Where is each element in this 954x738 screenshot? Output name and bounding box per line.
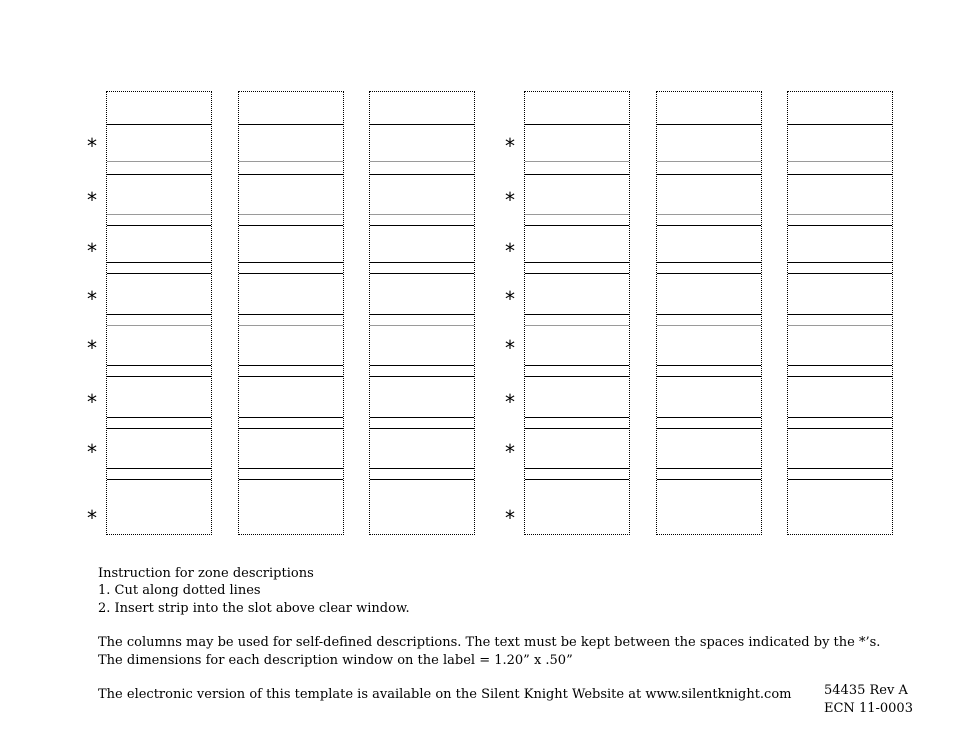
- cut-line: [370, 325, 474, 326]
- cut-line: [788, 417, 892, 418]
- cut-line: [657, 417, 761, 418]
- cut-line: [657, 428, 761, 429]
- window-marker: *: [505, 440, 515, 464]
- cut-line: [788, 225, 892, 226]
- cut-line: [107, 262, 211, 263]
- cut-line: [657, 325, 761, 326]
- cut-line: [788, 273, 892, 274]
- cut-line: [525, 174, 629, 175]
- cut-line: [239, 479, 343, 480]
- label-strip: [656, 91, 762, 535]
- window-marker: *: [505, 506, 515, 530]
- cut-line: [107, 365, 211, 366]
- cut-line: [370, 314, 474, 315]
- cut-line: [239, 314, 343, 315]
- cut-line: [525, 262, 629, 263]
- cut-line: [107, 314, 211, 315]
- cut-line: [107, 273, 211, 274]
- cut-line: [239, 161, 343, 162]
- label-strip: [369, 91, 475, 535]
- window-marker: *: [505, 390, 515, 414]
- usage-note: The columns may be used for self-defined descriptions. The text must be kept between the spaces indicated by the *’s.: [98, 635, 881, 650]
- cut-line: [370, 262, 474, 263]
- window-marker: *: [505, 239, 515, 263]
- cut-line: [657, 214, 761, 215]
- cut-line: [107, 479, 211, 480]
- cut-line: [525, 161, 629, 162]
- cut-line: [239, 325, 343, 326]
- cut-line: [239, 365, 343, 366]
- cut-line: [107, 214, 211, 215]
- cut-line: [107, 161, 211, 162]
- cut-line: [788, 314, 892, 315]
- cut-line: [239, 468, 343, 469]
- cut-line: [239, 273, 343, 274]
- cut-line: [525, 273, 629, 274]
- window-marker: *: [505, 188, 515, 212]
- cut-line: [788, 262, 892, 263]
- cut-line: [788, 174, 892, 175]
- cut-line: [370, 161, 474, 162]
- window-marker: *: [505, 336, 515, 360]
- cut-line: [370, 417, 474, 418]
- window-marker: *: [87, 287, 97, 311]
- cut-line: [788, 428, 892, 429]
- cut-line: [788, 325, 892, 326]
- window-marker: *: [505, 134, 515, 158]
- cut-line: [788, 161, 892, 162]
- cut-line: [657, 479, 761, 480]
- cut-line: [370, 479, 474, 480]
- window-marker: *: [87, 134, 97, 158]
- window-marker: *: [87, 336, 97, 360]
- cut-line: [239, 225, 343, 226]
- cut-line: [657, 314, 761, 315]
- cut-line: [788, 365, 892, 366]
- cut-line: [788, 479, 892, 480]
- cut-line: [657, 273, 761, 274]
- cut-line: [107, 376, 211, 377]
- cut-line: [525, 124, 629, 125]
- cut-line: [525, 428, 629, 429]
- cut-line: [657, 124, 761, 125]
- label-strip: [524, 91, 630, 535]
- instruction-step-1: 1. Cut along dotted lines: [98, 583, 261, 598]
- window-marker: *: [87, 239, 97, 263]
- cut-line: [657, 225, 761, 226]
- cut-line: [525, 325, 629, 326]
- cut-line: [657, 468, 761, 469]
- cut-line: [525, 225, 629, 226]
- cut-line: [788, 468, 892, 469]
- cut-line: [239, 214, 343, 215]
- ecn-number: ECN 11-0003: [824, 701, 913, 716]
- label-strip: [238, 91, 344, 535]
- cut-line: [107, 174, 211, 175]
- cut-line: [370, 214, 474, 215]
- dimensions-note: The dimensions for each description window on the label = 1.20” x .50”: [98, 653, 573, 668]
- cut-line: [370, 468, 474, 469]
- cut-line: [107, 225, 211, 226]
- cut-line: [370, 428, 474, 429]
- part-number: 54435 Rev A: [824, 683, 908, 698]
- window-marker: *: [87, 188, 97, 212]
- cut-line: [239, 417, 343, 418]
- cut-line: [107, 325, 211, 326]
- cut-line: [370, 174, 474, 175]
- cut-line: [525, 314, 629, 315]
- cut-line: [370, 376, 474, 377]
- cut-line: [657, 161, 761, 162]
- cut-line: [370, 365, 474, 366]
- cut-line: [370, 273, 474, 274]
- cut-line: [525, 365, 629, 366]
- window-marker: *: [505, 287, 515, 311]
- cut-line: [239, 376, 343, 377]
- label-strip: [787, 91, 893, 535]
- cut-line: [525, 417, 629, 418]
- cut-line: [107, 428, 211, 429]
- cut-line: [525, 468, 629, 469]
- cut-line: [525, 376, 629, 377]
- window-marker: *: [87, 440, 97, 464]
- cut-line: [370, 225, 474, 226]
- instructions-heading: Instruction for zone descriptions: [98, 566, 314, 581]
- cut-line: [239, 174, 343, 175]
- cut-line: [239, 262, 343, 263]
- window-marker: *: [87, 506, 97, 530]
- cut-line: [525, 214, 629, 215]
- window-marker: *: [87, 390, 97, 414]
- cut-line: [107, 468, 211, 469]
- instruction-step-2: 2. Insert strip into the slot above clear window.: [98, 601, 410, 616]
- label-strip: [106, 91, 212, 535]
- cut-line: [239, 428, 343, 429]
- cut-line: [239, 124, 343, 125]
- cut-line: [657, 262, 761, 263]
- website-note: The electronic version of this template is available on the Silent Knight Website at www.silentknight.com: [98, 687, 792, 702]
- cut-line: [788, 214, 892, 215]
- cut-line: [657, 365, 761, 366]
- cut-line: [370, 124, 474, 125]
- cut-line: [788, 124, 892, 125]
- cut-line: [788, 376, 892, 377]
- cut-line: [525, 479, 629, 480]
- cut-line: [657, 376, 761, 377]
- cut-line: [107, 124, 211, 125]
- cut-line: [657, 174, 761, 175]
- cut-line: [107, 417, 211, 418]
